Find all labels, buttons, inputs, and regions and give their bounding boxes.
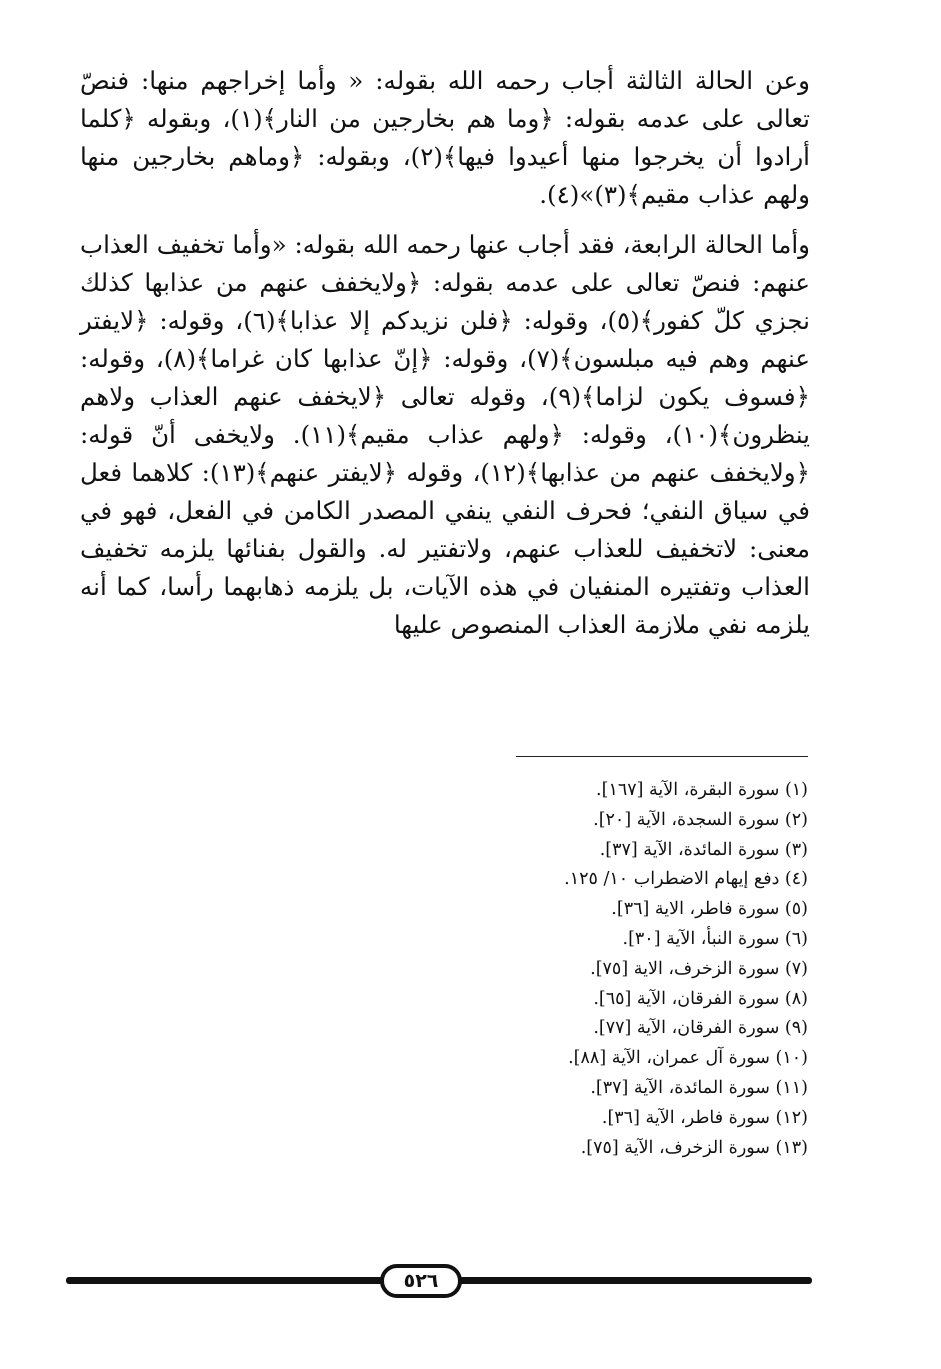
footnote-10: (١٠) سورة آل عمران، الآية [٨٨]. <box>568 1048 808 1069</box>
paragraph-2: وأما الحالة الرابعة، فقد أجاب عنها رحمه الله بقوله: «وأما تخفيف العذاب عنهم: فنصّ تعالى على عدمه بقوله: ﴿ولايخفف عنهم من عذابها كذلك نجزي كلّ كفور﴾(٥)، وقوله: ﴿فلن نزيدكم إلا عذابا﴾(٦)، وقوله: ﴿لايفتر عنهم وهم فيه مبلسون﴾(٧)، وقوله: ﴿إنّ عذابها كان غراما﴾(٨)، وقوله: ﴿فسوف يكون لزاما﴾(٩)، وقوله تعالى ﴿لايخفف عنهم العذاب ولاهم ينظرون﴾(١٠)، وقوله: ﴿ولهم عذاب مقيم﴾(١١). ولايخفى أنّ قوله: ﴿ولايخفف عنهم من عذابها﴾(١٢)، وقوله ﴿لايفتر عنهم﴾(١٣): كلاهما فعل في سياق النفي؛ فحرف النفي ينفي المصدر الكامن في الفعل، فهو في معنى: لاتخفيف للعذاب عنهم، ولاتفتير له. والقول بفنائها يلزمه تخفيف العذاب وتفتيره المنفيان في هذه الآيات، بل يلزمه ذهابهما رأسا، كما أنه يلزمه نفي ملازمة العذاب المنصوص عليها <box>80 230 811 639</box>
footnote-11: (١١) سورة المائدة، الآية [٣٧]. <box>590 1077 808 1098</box>
footnote-4: (٤) دفع إيهام الاضطراب ١٠/ ١٢٥. <box>564 869 808 890</box>
footnote-1: (١) سورة البقرة، الآية [١٦٧]. <box>596 780 808 800</box>
footer-rule-right <box>456 1277 812 1284</box>
footnote-separator <box>516 756 808 757</box>
footnote-12: (١٢) سورة فاطر، الآية [٣٦]. <box>601 1107 808 1128</box>
page-number: ٥٢٦ <box>380 1264 462 1298</box>
footnote-5: (٥) سورة فاطر، الاية [٣٦]. <box>611 899 808 920</box>
paragraph-1: وعن الحالة الثالثة أجاب رحمه الله بقوله: « وأما إخراجهم منها: فنصّ تعالى على عدمه بقوله: ﴿وما هم بخارجين من النار﴾(١)، وبقوله ﴿كلما أرادوا أن يخرجوا منها أعيدوا فيها﴾(٢)، وبقوله: ﴿وماهم بخارجين منها ولهم عذاب مقيم﴾(٣)»(٤). <box>80 66 811 209</box>
footnote-9: (٩) سورة الفرقان، الآية [٧٧]. <box>593 1018 808 1039</box>
footer-rule-left <box>66 1277 388 1284</box>
footnote-8: (٨) سورة الفرقان، الآية [٦٥]. <box>593 988 808 1009</box>
footnote-3: (٣) سورة المائدة، الآية [٣٧]. <box>599 839 808 860</box>
footnote-7: (٧) سورة الزخرف، الاية [٧٥]. <box>590 958 808 979</box>
footnotes <box>380 776 808 1163</box>
main-text <box>80 62 810 644</box>
footnote-13: (١٣) سورة الزخرف، الآية [٧٥]. <box>580 1137 808 1158</box>
footnote-6: (٦) سورة النبأ، الآية [٣٠]. <box>622 928 808 949</box>
footnote-2: (٢) سورة السجدة، الآية [٢٠]. <box>593 809 808 830</box>
